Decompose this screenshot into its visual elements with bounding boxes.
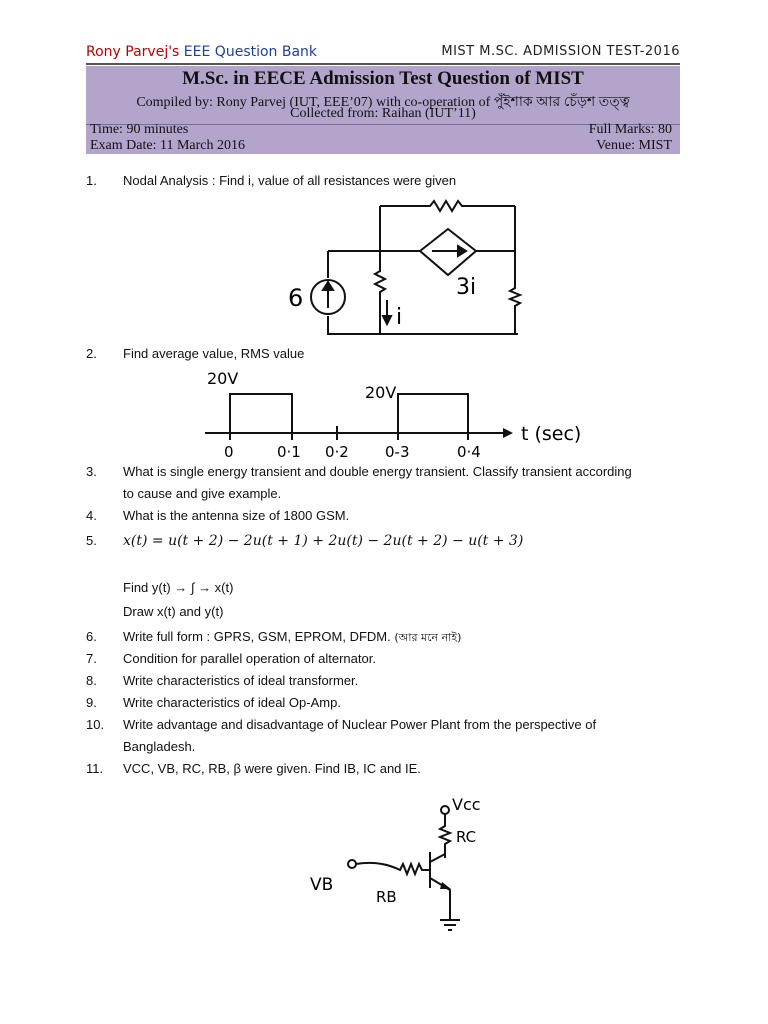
q6-note: (আর মনে নাই) <box>394 631 462 644</box>
q1-text: Nodal Analysis : Find i, value of all resistances were given <box>123 173 457 188</box>
exam-running-title: MIST M.SC. ADMISSION TEST-2016 <box>441 44 680 59</box>
full-marks: Full Marks: 80 <box>588 122 672 137</box>
running-header <box>86 44 680 64</box>
compiled-by: Compiled by: Rony Parvej (IUT, EEE’07) with co-operation of পুঁইশাক আর চেঁড়শ তত্ত্ব <box>136 95 630 110</box>
tick-label-2: 0·2 <box>325 443 349 461</box>
q5-find: Find y(t) → ∫ → x(t) <box>123 580 234 595</box>
q11-number: 11. <box>86 761 104 776</box>
circuit-diagram-1 <box>280 196 530 342</box>
venue: Venue: MIST <box>596 138 672 153</box>
current-label: i <box>396 305 403 330</box>
tick-label-3: 0-3 <box>385 443 410 461</box>
brand-eee: EEE <box>179 44 211 60</box>
q10-text-line2: Bangladesh. <box>123 739 196 754</box>
tick-label-0: 0 <box>224 443 234 461</box>
brand-question-bank: Question Bank <box>210 44 318 60</box>
q3-text-line2: to cause and give example. <box>123 486 282 501</box>
exam-date: Exam Date: 11 March 2016 <box>90 138 245 153</box>
q8-text: Write characteristics of ideal transformer. <box>123 673 359 688</box>
source-label: 6 <box>288 284 304 312</box>
q5-draw: Draw x(t) and y(t) <box>123 604 224 619</box>
amplitude-label-2: 20V <box>365 383 397 402</box>
q2-number: 2. <box>86 346 97 361</box>
q8-number: 8. <box>86 673 97 688</box>
exam-title: M.Sc. in EECE Admission Test Question of MIST <box>182 68 584 89</box>
q3-number: 3. <box>86 464 97 479</box>
q10-text-line1: Write advantage and disadvantage of Nuclear Power Plant from the perspective of <box>123 717 597 732</box>
q4-text: What is the antenna size of 1800 GSM. <box>123 508 350 523</box>
brand-title <box>86 44 317 60</box>
q7-number: 7. <box>86 651 97 666</box>
transistor-circuit-diagram <box>300 790 530 950</box>
q10-number: 10. <box>86 717 105 732</box>
q2-text: Find average value, RMS value <box>123 346 305 361</box>
q9-text: Write characteristics of ideal Op-Amp. <box>123 695 341 710</box>
rb-label: RB <box>376 888 397 906</box>
q1-number: 1. <box>86 173 97 188</box>
dependent-source-label: 3i <box>456 275 477 300</box>
vb-label: VB <box>310 875 334 895</box>
q11-text: VCC, VB, RC, RB, β were given. Find IB, IC and IE. <box>123 761 421 776</box>
q7-text: Condition for parallel operation of alternator. <box>123 651 376 666</box>
collected-from: Collected from: Raihan (IUT’11) <box>290 106 476 121</box>
tick-label-4: 0·4 <box>457 443 481 461</box>
q6-text: Write full form : GPRS, GSM, EPROM, DFDM. <box>123 629 395 644</box>
vcc-label: Vcc <box>452 795 481 814</box>
q5-number: 5. <box>86 533 97 548</box>
header-divider <box>86 63 680 65</box>
q4-number: 4. <box>86 508 97 523</box>
tick-label-1: 0·1 <box>277 443 301 461</box>
rc-label: RC <box>456 828 477 846</box>
q9-number: 9. <box>86 695 97 710</box>
q6-line <box>123 626 683 649</box>
waveform-diagram <box>195 360 610 468</box>
q6-number: 6. <box>86 629 97 644</box>
q5-equation: x(t) = u(t + 2) − 2u(t + 1) + 2u(t) − 2u(t + 2) − u(t + 3) <box>123 533 524 549</box>
q3-text-line1: What is single energy transient and double energy transient. Classify transient according <box>123 464 632 479</box>
exam-time: Time: 90 minutes <box>90 122 189 137</box>
time-axis-label: t (sec) <box>521 423 582 445</box>
exam-header-box <box>86 66 680 154</box>
amplitude-label-1: 20V <box>207 369 239 388</box>
brand-name: Rony Parvej's <box>86 44 180 60</box>
